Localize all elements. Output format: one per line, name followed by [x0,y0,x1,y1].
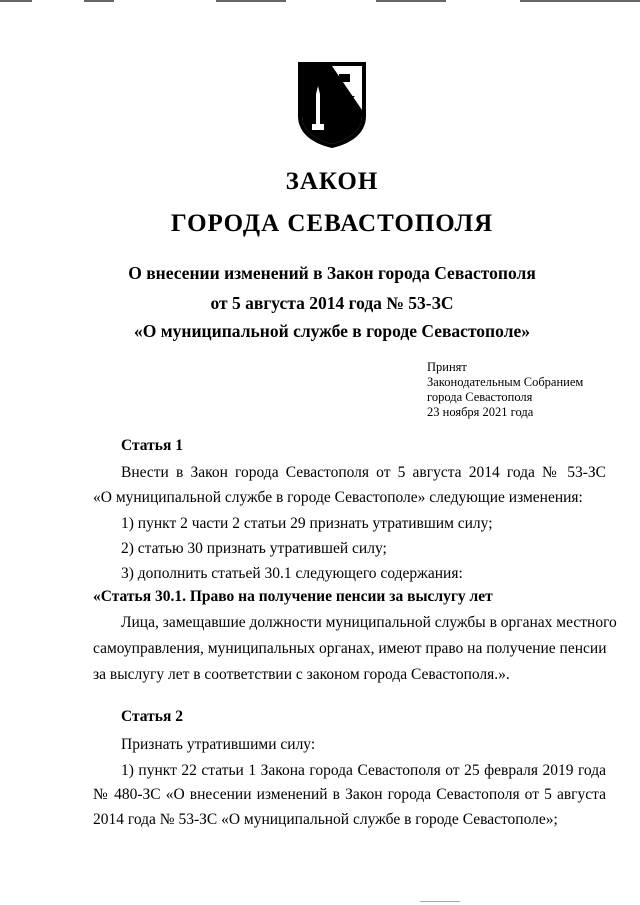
heading-line-2: от 5 августа 2014 года № 53-ЗС [210,293,454,313]
new-article-30-1-title: «Статья 30.1. Право на получение пенсии за выслугу лет [93,588,493,605]
article-1-intro-line-1: Внести в Закон города Севастополя от 5 августа 2014 года № 53-ЗС [121,464,606,481]
article-2-item-1-line-1: 1) пункт 22 статьи 1 Закона города Севастополя от 25 февраля 2019 года [121,762,606,779]
article-2-item-1-line-2: № 480-ЗС «О внесении изменений в Закон города Севастополя от 5 августа [93,786,606,803]
new-article-text-line-1: Лица, замещавшие должности муниципальной службы в органах местного [121,614,617,631]
article-1-intro-line-2: «О муниципальной службе в городе Севастополе» следующие изменения: [93,489,583,506]
new-article-text-line-3: за выслугу лет в соответствии с законом города Севастополя.». [93,666,510,683]
adoption-block [427,360,583,420]
adoption-line-3: города Севастополя [427,390,533,404]
article-2-heading: Статья 2 [121,708,183,725]
article-2-item-1-line-3: 2014 года № 53-ЗС «О муниципальной службе в городе Севастополе»; [93,811,558,828]
scan-artifact-top-5 [520,0,640,2]
document-type-title: ЗАКОН [285,168,379,195]
scan-artifact-top-1 [0,0,32,2]
article-1-heading: Статья 1 [121,437,183,454]
scan-artifact-top-2 [84,0,114,2]
scan-artifact-top-3 [216,0,286,2]
scan-artifact-top-4 [376,0,446,2]
document-issuer-title: ГОРОДА СЕВАСТОПОЛЯ [170,210,494,237]
sevastopol-coat-of-arms-icon [292,58,372,150]
heading-line-1: О внесении изменений в Закон города Севастополя [128,263,536,283]
article-1-item-2: 2) статью 30 признать утратившей силу; [121,540,387,557]
article-1-item-1: 1) пункт 2 части 2 статьи 29 признать утратившим силу; [121,515,493,532]
article-2-intro: Признать утратившими силу: [121,736,316,753]
article-1-item-3: 3) дополнить статьей 30.1 следующего содержания: [121,565,463,582]
scan-artifact-bottom [420,901,460,902]
adoption-line-2: Законодательным Собранием [427,375,584,389]
adoption-line-4: 23 ноября 2021 года [427,405,534,419]
new-article-text-line-2: самоуправления, муниципальных органах, имеют право на получение пенсии [93,640,607,657]
heading-line-3: «О муниципальной службе в городе Севастополе» [133,321,530,341]
adoption-line-1: Принят [427,360,467,374]
